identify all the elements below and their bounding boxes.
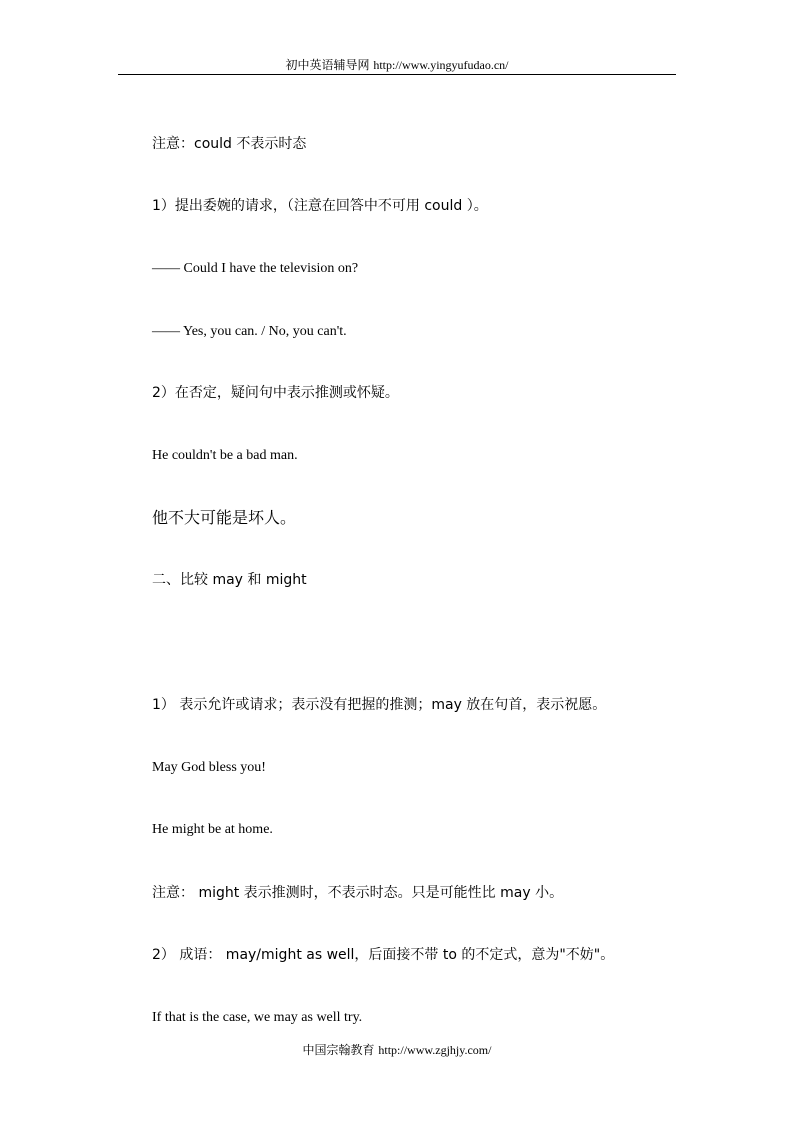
point-2-idiom-may-as-well: 2） 成语： may/might as well，后面接不带 to 的不定式，意为"不妨"。 bbox=[152, 947, 615, 963]
header-url[interactable]: http://www.yingyufudao.cn/ bbox=[373, 58, 509, 72]
header-site-name: 初中英语辅导网 bbox=[285, 58, 370, 72]
page-footer bbox=[0, 1042, 794, 1058]
point-2-speculation: 2）在否定，疑问句中表示推测或怀疑。 bbox=[152, 385, 399, 401]
header-divider bbox=[118, 74, 676, 75]
point-1-may-usage: 1） 表示允许或请求；表示没有把握的推测；may 放在句首，表示祝愿。 bbox=[152, 697, 607, 713]
point-1-polite-request: 1）提出委婉的请求，（注意在回答中不可用 could ）。 bbox=[152, 198, 488, 214]
example-may-as-well: If that is the case, we may as well try. bbox=[152, 1010, 363, 1025]
section-heading-may-might: 二、比较 may 和 might bbox=[152, 572, 307, 588]
example-couldnt: He couldn't be a bad man. bbox=[152, 448, 298, 463]
note-could-tense: 注意：could 不表示时态 bbox=[152, 136, 307, 152]
example-might-home: He might be at home. bbox=[152, 822, 273, 837]
page-header bbox=[0, 57, 794, 73]
example-translation: 他不大可能是坏人。 bbox=[152, 508, 297, 527]
note-might-tense: 注意： might 表示推测时，不表示时态。只是可能性比 may 小。 bbox=[152, 885, 564, 901]
example-could-answer: —— Yes, you can. / No, you can't. bbox=[152, 324, 347, 339]
example-may-bless: May God bless you! bbox=[152, 760, 266, 775]
example-could-question: —— Could I have the television on? bbox=[152, 261, 359, 276]
footer-site-name: 中国宗翰教育 bbox=[302, 1043, 375, 1057]
footer-url[interactable]: http://www.zgjhjy.com/ bbox=[378, 1043, 492, 1057]
